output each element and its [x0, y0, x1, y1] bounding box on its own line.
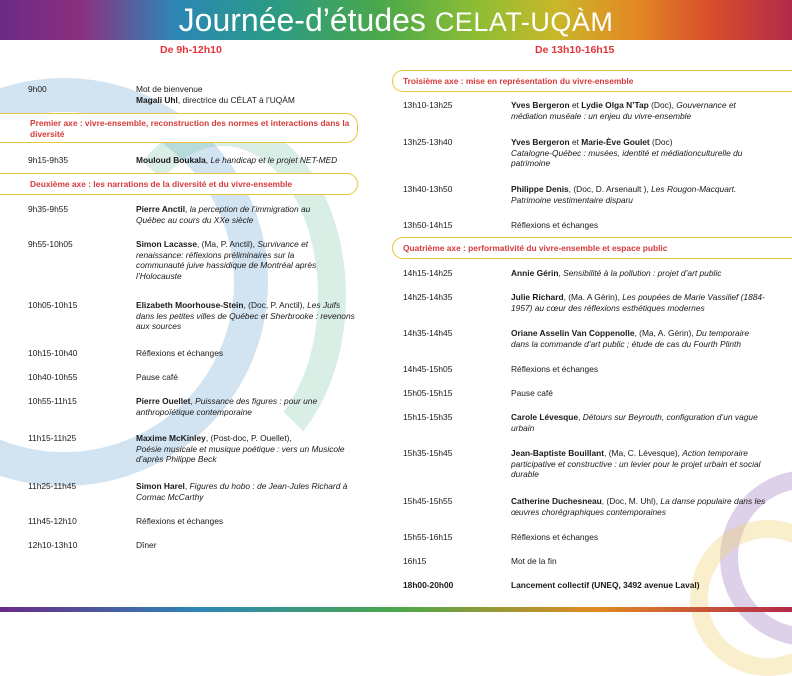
- row-time: 11h15-11h25: [28, 433, 77, 443]
- row-description: Réflexions et échanges: [136, 516, 224, 526]
- supervision-text: (Doc),: [648, 100, 677, 110]
- talk-title: Le handicap et le projet NET-MED: [210, 155, 338, 165]
- row-description: [136, 204, 336, 225]
- section-troisieme-axe: Troisième axe : mise en représentation du vivre-ensemble: [403, 76, 634, 86]
- speaker-name: Jean-Baptiste Bouillant: [511, 448, 605, 458]
- row-description: [136, 396, 342, 417]
- row-time: 15h35-15h45: [403, 448, 453, 458]
- row-description: Pause café: [511, 388, 553, 398]
- row-time: 10h55-11h15: [28, 396, 77, 406]
- separator-text: ,: [185, 204, 190, 214]
- row-description: Réflexions et échanges: [511, 220, 599, 230]
- speaker-name: Oriane Asselin Van Coppenolle: [511, 328, 635, 338]
- footer-color-strip: [0, 607, 792, 612]
- talk-title: Les Rougon-Macquart. Patrimoine vestimentaire disparu: [511, 184, 737, 205]
- speaker-name: Simon Harel: [136, 481, 185, 491]
- speaker-name: Yves Bergeron: [511, 100, 570, 110]
- speaker-name: Julie Richard: [511, 292, 564, 302]
- row-description: [511, 328, 769, 349]
- row-time: 10h40-10h55: [28, 372, 78, 382]
- row-description: [511, 448, 769, 480]
- separator-text: ,: [184, 481, 190, 491]
- row-description: [511, 268, 769, 279]
- row-description: [511, 412, 769, 433]
- row-time: 9h55-10h05: [28, 239, 73, 249]
- left-column-heading: De 9h-12h10: [160, 44, 222, 56]
- supervision-text: , (Post-doc, P. Ouellet),: [205, 433, 292, 443]
- row-time: 13h25-13h40: [403, 137, 453, 147]
- row-description: [511, 100, 769, 121]
- row-time: 10h15-10h40: [28, 348, 78, 358]
- section-deuxieme-axe: Deuxième axe : les narrations de la diversité et du vivre-ensemble: [30, 179, 293, 189]
- title-part-2: CELAT-UQÀM: [434, 7, 614, 37]
- row-time: 15h05-15h15: [403, 388, 453, 398]
- supervision-text: , (Doc, M. Uhl),: [601, 496, 661, 506]
- row-description: Lancement collectif (UNEQ, 3492 avenue Laval): [511, 580, 700, 590]
- row-time: 12h10-13h10: [28, 540, 78, 550]
- welcome-text: Mot de bienvenue: [136, 84, 203, 94]
- supervision-text: (Doc): [649, 137, 673, 147]
- row-description: [136, 433, 348, 465]
- row-time: 14h25-14h35: [403, 292, 453, 302]
- speaker-name: Mouloud Boukala: [136, 155, 206, 165]
- supervision-text: , (Ma, A. Gérin),: [634, 328, 696, 338]
- speaker-name: Lydie Olga N’Tap: [581, 100, 649, 110]
- row-time: 13h40-13h50: [403, 184, 453, 194]
- decorative-ring-yellow: [690, 520, 792, 676]
- talk-title: Survivance et renaissance: réflexions préliminaires sur la communauté juive hassidique de Montréal après l’Holocauste: [136, 239, 317, 281]
- row-time: 16h15: [403, 556, 427, 566]
- decorative-ring-green: [100, 118, 346, 474]
- speaker-name: Simon Lacasse: [136, 239, 197, 249]
- separator-text: ,: [190, 396, 196, 406]
- row-time: 9h00: [28, 84, 47, 94]
- talk-title: Poésie musicale et musique poétique : vers un Musicole d’après Philippe Beck: [136, 443, 345, 464]
- row-description: [136, 481, 358, 502]
- row-time: 14h45-15h05: [403, 364, 453, 374]
- row-time: 13h10-13h25: [403, 100, 453, 110]
- row-time: 14h35-14h45: [403, 328, 453, 338]
- row-description: Réflexions et échanges: [511, 364, 599, 374]
- talk-title: Action temporaire participative et constructive : un levier pour le projet urbain et social durable: [511, 448, 761, 479]
- speaker-name: Carole Lévesque: [511, 412, 579, 422]
- welcome-speaker: [136, 95, 356, 106]
- row-description: Réflexions et échanges: [136, 348, 224, 358]
- separator-text: et: [569, 100, 582, 110]
- supervision-text: , (Doc, D. Arsenault ),: [568, 184, 652, 194]
- speaker-name: Elizabeth Moorhouse-Stein: [136, 300, 244, 310]
- page-title: [0, 0, 792, 42]
- speaker-name: Pierre Ouellet: [136, 396, 191, 406]
- row-time: 9h15-9h35: [28, 155, 69, 165]
- row-time: 18h00-20h00: [403, 580, 454, 590]
- speaker-name: Yves Bergeron: [511, 137, 570, 147]
- speaker-name: Annie Gérin: [511, 268, 559, 278]
- row-description: [136, 84, 356, 105]
- separator-text: ,: [205, 155, 211, 165]
- row-description: [136, 155, 358, 166]
- section-quatrieme-axe: Quatrième axe : performativité du vivre-ensemble et espace public: [403, 243, 668, 253]
- row-description: [511, 292, 769, 313]
- talk-title: La danse populaire dans les œuvres chorégraphiques contemporaines: [511, 496, 766, 517]
- row-description: [511, 137, 769, 169]
- row-time: 10h05-10h15: [28, 300, 78, 310]
- row-description: Dîner: [136, 540, 157, 550]
- speaker-name: Pierre Anctil: [136, 204, 186, 214]
- separator-text: ,: [578, 412, 583, 422]
- talk-title: Sensibilité à la pollution : projet d’art public: [563, 268, 722, 278]
- speaker-name: Catherine Duchesneau: [511, 496, 602, 506]
- supervision-text: , (Ma, C. Lévesque),: [604, 448, 683, 458]
- talk-title: Puissance des figures : pour une anthropoïétique contemporaine: [136, 396, 318, 417]
- talk-title: Détours sur Beyrouth, configuration d’un vague urbain: [511, 412, 758, 433]
- row-description: [136, 300, 358, 332]
- talk-title: la perception de l’immigration au Québec au cours du XXe siècle: [136, 204, 311, 225]
- row-time: 15h15-15h35: [403, 412, 453, 422]
- talk-title: Catalogne-Québec : musées, identité et médiationculturelle du patrimoine: [511, 147, 743, 168]
- title-part-1: Journée-d’études: [178, 2, 435, 38]
- supervision-text: , (Ma, P. Anctil),: [196, 239, 258, 249]
- row-time: 9h35-9h55: [28, 204, 69, 214]
- supervision-text: , (Doc, P. Anctil),: [243, 300, 308, 310]
- speaker-role: , directrice du CÉLAT à l’UQÀM: [177, 94, 295, 105]
- supervision-text: , (Ma. A Gérin),: [563, 292, 623, 302]
- row-description: Mot de la fin: [511, 556, 557, 566]
- talk-title: Du temporaire dans la commande d’art public ; étude de cas du Fourth Plinth: [511, 328, 750, 349]
- row-time: 14h15-14h25: [403, 268, 453, 278]
- row-description: [136, 239, 332, 281]
- row-time: 11h25-11h45: [28, 481, 77, 491]
- talk-title: Les poupées de Marie Vassilief (1884-1957) au cœur des réflexions esthétiques modernes: [511, 292, 765, 313]
- separator-text: ,: [558, 268, 564, 278]
- speaker-name: Philippe Denis: [511, 184, 569, 194]
- row-description: [511, 496, 769, 517]
- section-premier-axe: Premier axe : vivre-ensemble, reconstruction des normes et interactions dans la diversité: [30, 118, 350, 139]
- speaker-name: Maxime McKinley: [136, 433, 206, 443]
- separator-text: et: [569, 137, 582, 147]
- row-description: [511, 184, 769, 205]
- right-column-heading: De 13h10-16h15: [535, 44, 615, 56]
- row-time: 15h55-16h15: [403, 532, 453, 542]
- talk-title: Les Juifs dans les petites villes de Québec et Sherbrooke : revenons aux sources: [136, 300, 355, 331]
- talk-title: Gouvernance et médiation muséale : un enjeu du vivre-ensemble: [511, 100, 736, 121]
- row-time: 11h45-12h10: [28, 516, 77, 526]
- row-description: Pause café: [136, 372, 178, 382]
- row-time: 15h45-15h55: [403, 496, 453, 506]
- row-time: 13h50-14h15: [403, 220, 453, 230]
- speaker-name: Magali Uhl: [136, 94, 178, 105]
- speaker-name: Marie-Ève Goulet: [581, 137, 650, 147]
- talk-title: Figures du hobo : de Jean-Jules Richard à Cormac McCarthy: [136, 481, 348, 502]
- row-description: Réflexions et échanges: [511, 532, 599, 542]
